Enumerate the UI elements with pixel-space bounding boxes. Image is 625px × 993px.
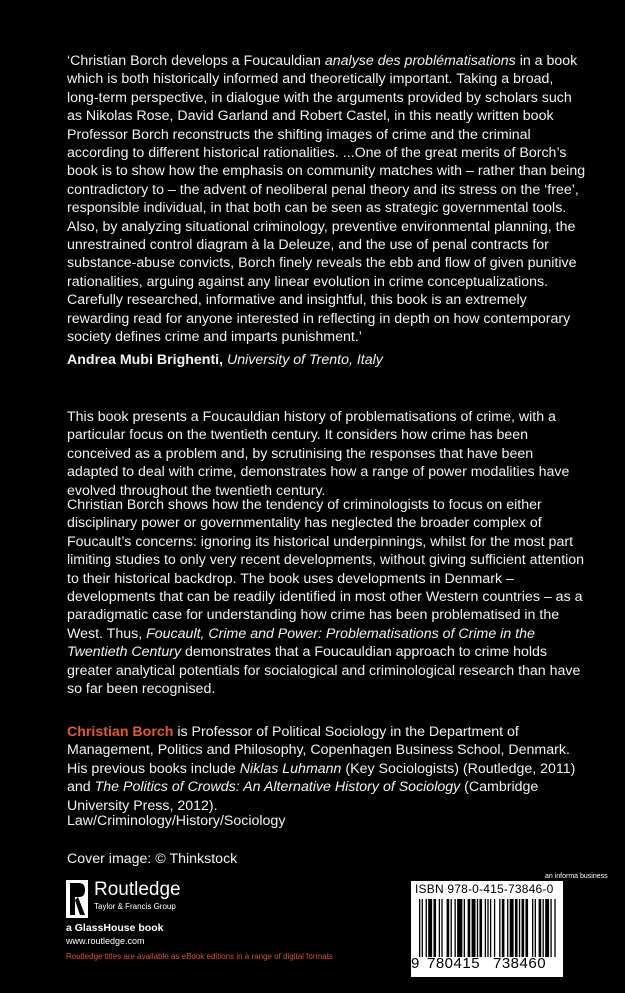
- barcode-bar: [454, 899, 455, 957]
- description-paragraph-2: [67, 496, 587, 698]
- barcode-bar: [507, 899, 508, 957]
- barcode-bar: [539, 899, 542, 957]
- barcode-bar: [510, 899, 514, 957]
- endorser-name: Andrea Mubi Brighenti: [67, 352, 220, 368]
- bio-text: is Professor of Political Sociology in the Department of Management, Politics and Philosophy, Copenhagen Business School, Denmark. His previous books include: [67, 724, 570, 777]
- barcode-bar: [428, 899, 432, 957]
- endorsement-quote: [67, 52, 587, 347]
- barcode-bar: [522, 899, 525, 957]
- barcode-bar: [485, 899, 486, 957]
- barcode-bar: [468, 899, 471, 957]
- barcode-bar: [550, 899, 551, 957]
- barcode-bars: [419, 899, 557, 957]
- previous-book-1: Niklas Luhmann: [239, 760, 342, 777]
- barcode: [411, 881, 563, 977]
- bio-text-3: (Cambridge University Press, 2012).: [67, 779, 539, 814]
- description-paragraph-1: This book presents a Foucauldian history of problematisations of crime, with a particular focus on the twentieth century. It considers how crime has been conceived as a problem and, by scrutinising the responses that have been adapted to deal with crime, demonstrates how a range of power modalities have evolved throughout the twentieth century.: [67, 409, 570, 499]
- barcode-bar: [441, 899, 442, 957]
- barcode-bar: [487, 899, 488, 957]
- ebook-note: Routledge titles are available as eBook editions in a range of digital formats: [66, 952, 333, 961]
- barcode-bar: [439, 899, 440, 957]
- barcode-bar: [422, 899, 423, 957]
- routledge-logo: [66, 880, 266, 960]
- endorser-affiliation: University of Trento, Italy: [227, 352, 383, 368]
- barcode-bar: [426, 899, 427, 957]
- informa-label: an informa business: [545, 873, 608, 880]
- para2-text-end: demonstrates that a Foucauldian approach to crime holds greater analytical potentials for socialogical and criminological research than have so far been recognised.: [67, 644, 581, 698]
- author-name: Christian Borch: [67, 724, 174, 740]
- barcode-bar: [457, 899, 462, 957]
- barcode-bar: [543, 899, 544, 957]
- isbn-text: ISBN 978-0-415-73846-0: [415, 882, 554, 896]
- publisher-name: Routledge: [94, 879, 181, 900]
- barcode-bar: [479, 899, 482, 957]
- barcode-bar: [515, 899, 518, 957]
- quote-text: ‘Christian Borch develops a Foucauldian: [67, 53, 325, 69]
- imprint: a GlassHouse book: [66, 922, 164, 934]
- previous-book-2: The Politics of Crowds: An Alternative History of Sociology: [94, 779, 461, 796]
- endorsement-attribution: Andrea Mubi Brighenti, University of Trento, Italy: [67, 352, 383, 368]
- routledge-r-icon: [66, 880, 88, 918]
- barcode-bar: [477, 899, 478, 957]
- barcode-bar: [519, 899, 520, 957]
- quote-text-rest: in a book which is both historically informed and theoretically important. Taking a broad, long-term perspective, in dialogue with the arguments provided by scholars such as Nikolas Rose, David Garland and Robert Castel, in this neatly written book Professor Borch reconstructs the shifting images of crime and the criminal according to different historical rationalities. ...One of the great merits of Borch’s book is to show how the emphasis on community matches with – rather than being contradictory to – the advent of neoliberal penal theory and its stress on the ‘free’, responsible individual, in that both can be seen as strategic governmental tools. Also, by analyzing situational criminology, preventive environmental planning, the unrestrained control diagram à la Deleuze, and the use of penal contracts for substance-abuse convicts, Borch finely reveals the ebb and flow of given punitive rationalities, arguing against any linear evolution in crime conceptualizations. Carefully researched, informative and insightful, this book is an extremely rewarding read for anyone interested in reflecting in depth on how contemporary society defines crime and imparts punishment.’: [67, 53, 586, 346]
- subject-categories: Law/Criminology/History/Sociology: [67, 813, 286, 829]
- bio-text-2: (Key Sociologists) (Routledge, 2011) and: [67, 760, 576, 796]
- barcode-bar: [502, 899, 505, 957]
- barcode-bar: [554, 899, 555, 957]
- barcode-bar: [472, 899, 476, 957]
- para2-text: Christian Borch shows how the tendency of criminologists to focus on either disciplinary power or governmentality has neglected the broader complex of Foucault’s concerns: ignoring its historical underpinnings, whilst for the most part limiting studies to only very recent developments, without giving sufficient attention to their historical backdrop. The book uses developments in Denmark – developments that can be readily identified in most other Western countries – as a paradigmatic case for understanding how crime has been problematised in the West. Thus,: [67, 497, 585, 642]
- ean-right-group: 738460: [493, 955, 547, 972]
- barcode-bar: [532, 899, 533, 957]
- barcode-bar: [419, 899, 420, 957]
- barcode-bar: [535, 899, 536, 957]
- barcode-bar: [494, 899, 495, 957]
- cover-credit: Cover image: © Thinkstock: [67, 851, 238, 867]
- barcode-bar: [545, 899, 549, 957]
- ean-left-group: 780415: [427, 955, 481, 972]
- barcode-bar: [451, 899, 452, 957]
- barcode-bar: [464, 899, 465, 957]
- ean-first-digit: 9: [411, 955, 420, 972]
- publisher-group: Taylor & Francis Group: [94, 902, 176, 911]
- barcode-bar: [499, 899, 500, 957]
- book-title: Foucault, Crime and Power: Problematisations of Crime in the Twentieth Century: [67, 625, 535, 661]
- publisher-website: www.routledge.com: [66, 936, 145, 946]
- barcode-bar: [447, 899, 450, 957]
- barcode-bar: [433, 899, 436, 957]
- barcode-bar: [490, 899, 491, 957]
- author-bio: [67, 723, 587, 815]
- quote-italic-term: analyse des problématisations: [324, 53, 516, 69]
- barcode-bar: [525, 899, 528, 957]
